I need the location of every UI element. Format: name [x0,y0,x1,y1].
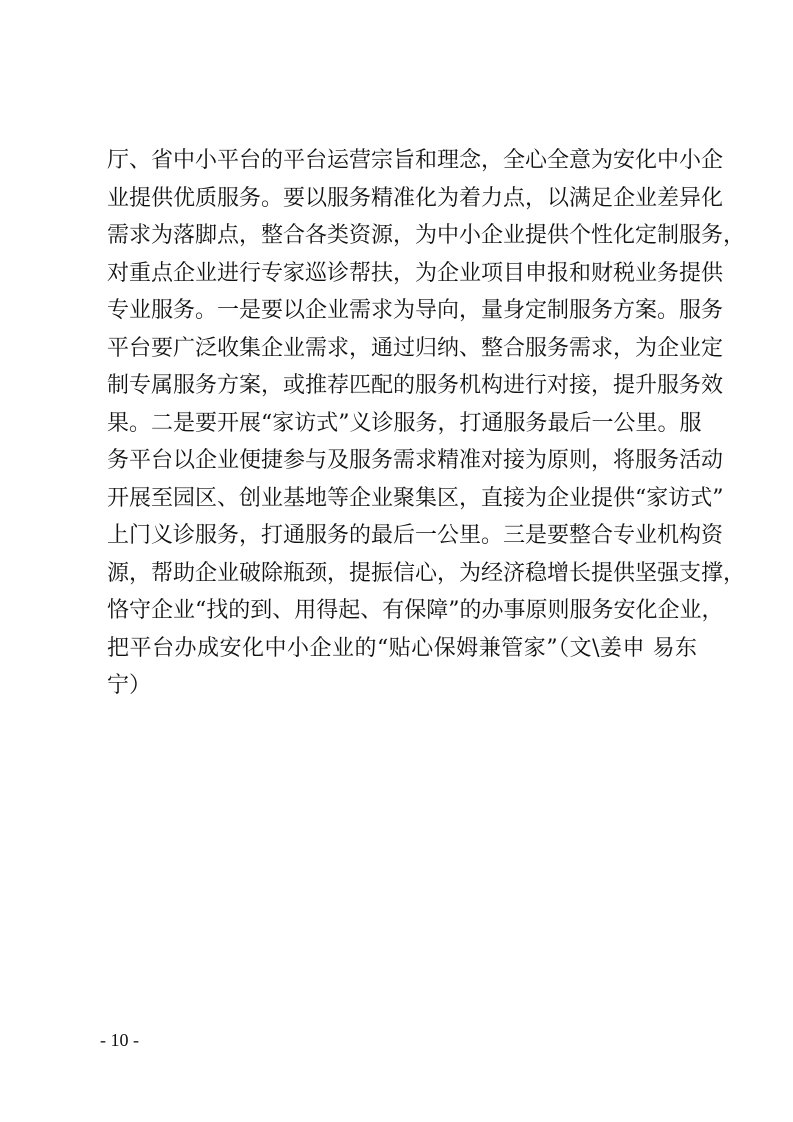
text-line: 把平台办成安化中小企业的“贴心保姆兼管家”（文\姜申 易东 [107,635,697,661]
page-number: - 10 - [100,1030,139,1050]
text-line: 务平台以企业便捷参与及服务需求精准对接为原则，将服务活动 [107,448,724,473]
text-line: 需求为落脚点，整合各类资源，为中小企业提供个性化定制服务， [107,223,746,248]
text-line: 业提供优质服务。要以服务精准化为着力点，以满足企业差异化 [107,185,724,211]
body-text [107,142,746,705]
text-line: 制专属服务方案，或推荐匹配的服务机构进行对接，提升服务效 [107,373,724,398]
text-line: 厅、省中小平台的平台运营宗旨和理念，全心全意为安化中小企 [107,148,724,173]
text-line: 上门义诊服务，打通服务的最后一公里。三是要整合专业机构资 [107,523,724,548]
text-line: 宁） [107,673,152,698]
text-line: 专业服务。一是要以企业需求为导向，量身定制服务方案。服务 [107,298,724,323]
text-line: 源，帮助企业破除瓶颈，提振信心，为经济稳增长提供坚强支撑， [107,560,746,586]
text-line: 平台要广泛收集企业需求，通过归纳、整合服务需求，为企业定 [107,335,724,361]
text-line: 对重点企业进行专家巡诊帮扶，为企业项目申报和财税业务提供 [107,260,724,286]
text-line: 恪守企业“找的到、用得起、有保障”的办事原则服务安化企业， [107,598,724,623]
text-line: 果。二是要开展“家访式”义诊服务，打通服务最后一公里。服 [107,410,702,436]
text-line: 开展至园区、创业基地等企业聚集区，直接为企业提供“家访式” [107,485,724,511]
